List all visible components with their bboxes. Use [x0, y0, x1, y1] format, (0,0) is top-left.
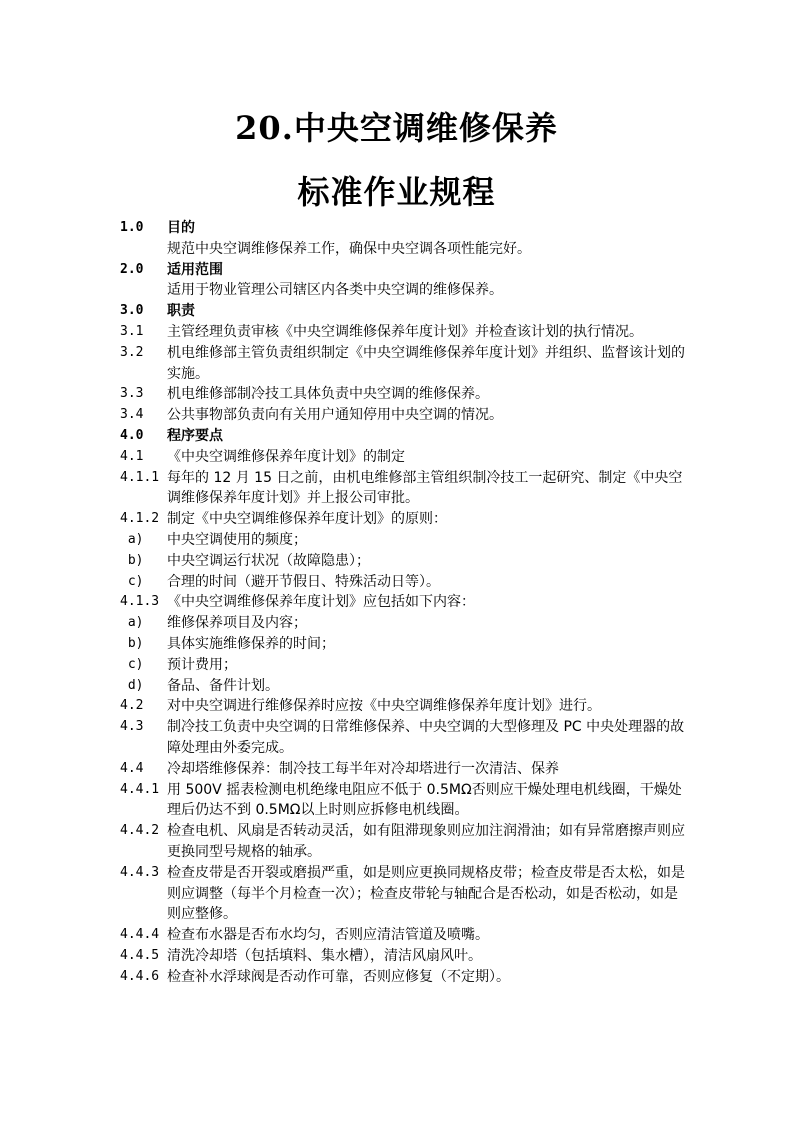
clause-row: [120, 468, 690, 510]
clause-number: 4.4.2: [120, 823, 160, 839]
document-subtitle: 标准作业规程: [297, 173, 496, 211]
clause-number: 4.1.1: [120, 469, 160, 485]
clause-text: 维修保养项目及内容；: [167, 615, 307, 632]
clause-text: 冷却塔维修保养：制冷技工每半年对冷却塔进行一次清洁、保养: [167, 760, 559, 777]
clause-number: 4.1.2: [120, 511, 160, 527]
clause-row: [120, 967, 690, 988]
clause-number: b): [120, 635, 144, 651]
clause-row: [120, 780, 690, 822]
clause-number: 4.3: [120, 719, 144, 735]
clause-number: 4.0: [120, 427, 144, 443]
clause-row: [120, 676, 690, 697]
clause-number: [120, 239, 167, 260]
clause-row: [120, 572, 690, 593]
clause-row: [120, 717, 690, 759]
clause-text: 机电维修部主管负责组织制定《中央空调维修保养年度计划》并组织、监督该计划的实施。: [167, 344, 685, 382]
document-body: [120, 218, 690, 987]
clause-number: c): [120, 573, 144, 589]
clause-number: 3.3: [120, 386, 144, 402]
clause-number: 3.0: [120, 303, 144, 319]
clause-text: 对中央空调进行维修保养时应按《中央空调维修保养年度计划》进行。: [167, 698, 601, 715]
clause-text: 规范中央空调维修保养工作，确保中央空调各项性能完好。: [167, 240, 531, 257]
clause-row: [120, 280, 690, 301]
clause-text: 制定《中央空调维修保养年度计划》的原则：: [167, 511, 447, 528]
clause-text: 检查布水器是否布水均匀，否则应清洁管道及喷嘴。: [167, 927, 489, 944]
clause-text: 每年的 12 月 15 日之前，由机电维修部主管组织制冷技工一起研究、制定《中央空调维修保养年度计划》并上报公司审批。: [167, 469, 683, 507]
clause-row: [120, 509, 690, 530]
clause-row: [120, 655, 690, 676]
clause-row: [120, 634, 690, 655]
clause-number: 4.4.4: [120, 927, 160, 943]
section-heading: [120, 218, 690, 239]
clause-number: a): [120, 615, 144, 631]
clause-text: 适用范围: [167, 261, 223, 278]
clause-row: [120, 551, 690, 572]
clause-row: [120, 613, 690, 634]
clause-text: 机电维修部制冷技工具体负责中央空调的维修保养。: [167, 386, 489, 403]
clause-number: c): [120, 656, 144, 672]
clause-number: 4.1.3: [120, 594, 160, 610]
clause-row: [120, 405, 690, 426]
clause-number: 4.4: [120, 760, 144, 776]
clause-number: d): [120, 677, 144, 693]
clause-text: 具体实施维修保养的时间；: [167, 635, 335, 652]
clause-number: 3.4: [120, 407, 144, 423]
clause-text: 检查补水浮球阀是否动作可靠，否则应修复（不定期）。: [167, 968, 510, 985]
clause-row: [120, 447, 690, 468]
clause-row: [120, 925, 690, 946]
clause-row: [120, 239, 690, 260]
clause-row: [120, 343, 690, 385]
clause-text: 主管经理负责审核《中央空调维修保养年度计划》并检查该计划的执行情况。: [167, 323, 643, 340]
clause-row: [120, 821, 690, 863]
clause-row: [120, 592, 690, 613]
clause-text: 目的: [167, 220, 195, 236]
clause-text: 《中央空调维修保养年度计划》的制定: [167, 448, 405, 465]
clause-text: 《中央空调维修保养年度计划》应包括如下内容：: [167, 594, 475, 611]
clause-row: [120, 530, 690, 551]
clause-text: 适用于物业管理公司辖区内各类中央空调的维修保养。: [167, 282, 503, 299]
clause-text: 公共事物部负责向有关用户通知停用中央空调的情况。: [167, 407, 503, 424]
clause-text: 检查皮带是否开裂或磨损严重，如是则应更换同规格皮带；检查皮带是否太松，如是则应调整（每半个月检查一次）；检查皮带轮与轴配合是否松动，如是否松动，如是则应整修。: [167, 864, 685, 923]
clause-text: 中央空调运行状况（故障隐患）；: [167, 552, 370, 569]
clause-number: 3.1: [120, 323, 144, 339]
clause-text: 职责: [167, 303, 195, 320]
clause-row: [120, 759, 690, 780]
clause-text: 程序要点: [167, 427, 223, 444]
section-heading: [120, 426, 690, 447]
clause-number: 4.4.5: [120, 947, 160, 963]
clause-row: [120, 384, 690, 405]
clause-row: [120, 322, 690, 343]
clause-text: 合理的时间（避开节假日、特殊活动日等）。: [167, 573, 440, 590]
clause-text: 清洗冷却塔（包括填料、集水槽），清洁风扇风叶。: [167, 947, 482, 964]
clause-number: b): [120, 552, 144, 568]
clause-number: 4.2: [120, 698, 144, 714]
clause-row: [120, 696, 690, 717]
clause-number: 4.4.1: [120, 781, 160, 797]
clause-number: a): [120, 531, 144, 547]
clause-text: 用 500V 摇表检测电机绝缘电阻应不低于 0.5MΩ否则应干燥处理电机线圈，干燥处理后仍达不到 0.5MΩ以上时则应拆修电机线圈。: [167, 781, 682, 819]
clause-number: 3.2: [120, 344, 144, 360]
clause-text: 检查电机、风扇是否转动灵活，如有阻滞现象则应加注润滑油；如有异常磨擦声则应更换同型号规格的轴承。: [167, 823, 685, 860]
clause-text: 制冷技工负责中央空调的日常维修保养、中央空调的大型修理及 PC 中央处理器的故障处理由外委完成。: [167, 719, 685, 756]
clause-row: [120, 863, 690, 925]
clause-text: 中央空调使用的频度；: [167, 531, 307, 548]
section-heading: [120, 301, 690, 322]
section-heading: [120, 260, 690, 281]
clause-row: [120, 946, 690, 967]
clause-text: 备品、备件计划。: [167, 677, 279, 694]
clause-number: [120, 280, 167, 301]
document-title: 20.中央空调维修保养: [235, 109, 558, 147]
clause-number: 1.0: [120, 220, 144, 235]
clause-number: 4.1: [120, 448, 144, 464]
clause-text: 预计费用；: [167, 656, 237, 673]
clause-number: 4.4.6: [120, 968, 160, 984]
clause-number: 2.0: [120, 261, 144, 277]
clause-number: 4.4.3: [120, 864, 160, 880]
